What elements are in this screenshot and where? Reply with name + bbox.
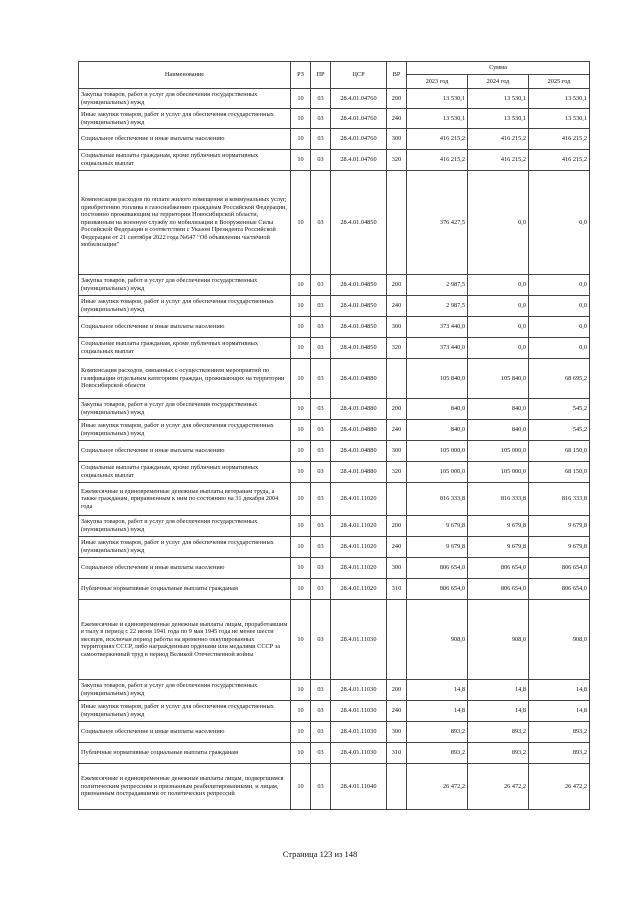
row-sum-2024: 13 530,1	[468, 109, 529, 129]
table-body	[79, 89, 590, 810]
row-pr: 03	[311, 743, 331, 764]
row-name: Ежемесячные и единовременные денежные выплаты лицам, проработавшим в тылу в период с 22 июня 1941 года по 9 мая 1945 года не менее шести месяцев, исключая период работы на временно оккупированных территориях СССР, либо награжденным орденами или медалями СССР за самоотверженный труд в период Великой Отечественной войны	[79, 600, 291, 680]
row-csr: 28.4.01.04880	[331, 359, 387, 399]
row-sum-2023: 806 654,0	[407, 558, 468, 579]
row-sum-2023: 9 679,8	[407, 516, 468, 537]
row-csr: 28.4.01.04850	[331, 275, 387, 296]
row-rz: 10	[291, 462, 311, 483]
row-sum-2024: 9 679,8	[468, 516, 529, 537]
row-rz: 10	[291, 516, 311, 537]
row-csr: 28.4.01.04850	[331, 171, 387, 275]
row-rz: 10	[291, 359, 311, 399]
table-row	[79, 109, 590, 129]
table-row	[79, 420, 590, 441]
row-pr: 03	[311, 537, 331, 558]
row-sum-2023: 376 427,5	[407, 171, 468, 275]
row-vr: 320	[387, 150, 407, 171]
row-sum-2025: 806 654,0	[529, 558, 590, 579]
row-name: Иные закупки товаров, работ и услуг для обеспечения государственных (муниципальных) нужд	[79, 537, 291, 558]
header-pr: ПР	[311, 62, 331, 89]
row-rz: 10	[291, 150, 311, 171]
row-csr: 28.4.01.04880	[331, 399, 387, 420]
row-sum-2025: 68 150,0	[529, 441, 590, 462]
table-row	[79, 171, 590, 275]
row-sum-2025: 0,0	[529, 338, 590, 359]
header-year-2025: 2025 год	[529, 75, 590, 89]
row-sum-2025: 908,0	[529, 600, 590, 680]
row-sum-2024: 806 654,0	[468, 558, 529, 579]
table-row	[79, 483, 590, 516]
header-vr: ВР	[387, 62, 407, 89]
row-vr: 200	[387, 399, 407, 420]
table-row	[79, 441, 590, 462]
row-name: Публичные нормативные социальные выплаты гражданам	[79, 579, 291, 600]
row-name: Закупка товаров, работ и услуг для обеспечения государственных (муниципальных) нужд	[79, 680, 291, 701]
row-sum-2025: 0,0	[529, 317, 590, 338]
row-sum-2023: 14,8	[407, 701, 468, 722]
row-sum-2024: 908,0	[468, 600, 529, 680]
row-vr: 240	[387, 296, 407, 317]
table-row	[79, 579, 590, 600]
row-name: Ежемесячные и единовременные денежные выплаты лицам, подвергшимся политическим репрессиям и признанным реабилитированными, и лицам, признанным пострадавшими от политических репрессий	[79, 764, 291, 810]
row-csr: 28.4.01.11020	[331, 537, 387, 558]
row-vr	[387, 359, 407, 399]
row-name: Иные закупки товаров, работ и услуг для обеспечения государственных (муниципальных) нужд	[79, 701, 291, 722]
row-csr: 28.4.01.11020	[331, 483, 387, 516]
row-name: Закупка товаров, работ и услуг для обеспечения государственных (муниципальных) нужд	[79, 516, 291, 537]
row-vr: 320	[387, 338, 407, 359]
row-pr: 03	[311, 680, 331, 701]
table-header	[79, 62, 590, 89]
table-row	[79, 359, 590, 399]
row-sum-2024: 9 679,8	[468, 537, 529, 558]
row-vr: 300	[387, 558, 407, 579]
row-vr: 300	[387, 129, 407, 150]
row-name: Иные закупки товаров, работ и услуг для обеспечения государственных (муниципальных) нужд	[79, 420, 291, 441]
row-rz: 10	[291, 764, 311, 810]
row-sum-2024: 806 654,0	[468, 579, 529, 600]
row-csr: 28.4.01.11040	[331, 764, 387, 810]
table-row	[79, 338, 590, 359]
row-csr: 28.4.01.11030	[331, 701, 387, 722]
row-csr: 28.4.01.11030	[331, 600, 387, 680]
row-vr: 240	[387, 701, 407, 722]
row-name: Социальное обеспечение и иные выплаты населению	[79, 722, 291, 743]
row-sum-2023: 105 000,0	[407, 441, 468, 462]
row-csr: 28.4.01.11030	[331, 722, 387, 743]
row-sum-2023: 2 987,5	[407, 275, 468, 296]
row-vr: 240	[387, 420, 407, 441]
row-pr: 03	[311, 359, 331, 399]
row-rz: 10	[291, 275, 311, 296]
row-vr: 200	[387, 516, 407, 537]
row-pr: 03	[311, 462, 331, 483]
row-csr: 28.4.01.04850	[331, 296, 387, 317]
row-sum-2023: 416 215,2	[407, 150, 468, 171]
row-pr: 03	[311, 317, 331, 338]
header-year-2024: 2024 год	[468, 75, 529, 89]
row-pr: 03	[311, 171, 331, 275]
row-pr: 03	[311, 89, 331, 109]
row-rz: 10	[291, 537, 311, 558]
row-sum-2024: 0,0	[468, 317, 529, 338]
row-vr: 240	[387, 109, 407, 129]
row-csr: 28.4.01.04880	[331, 462, 387, 483]
row-vr: 320	[387, 462, 407, 483]
row-sum-2024: 893,2	[468, 743, 529, 764]
row-sum-2024: 0,0	[468, 338, 529, 359]
row-sum-2025: 545,2	[529, 399, 590, 420]
row-vr: 300	[387, 722, 407, 743]
row-csr: 28.4.01.04850	[331, 317, 387, 338]
header-name: Наименование	[79, 62, 291, 89]
row-sum-2025: 9 679,8	[529, 516, 590, 537]
row-sum-2023: 908,0	[407, 600, 468, 680]
row-sum-2024: 816 333,8	[468, 483, 529, 516]
page-footer: Страница 123 из 148	[282, 849, 358, 859]
row-name: Закупка товаров, работ и услуг для обеспечения государственных (муниципальных) нужд	[79, 275, 291, 296]
row-rz: 10	[291, 722, 311, 743]
row-sum-2023: 105 840,0	[407, 359, 468, 399]
header-sum: Сумма	[407, 62, 590, 75]
row-sum-2023: 2 987,5	[407, 296, 468, 317]
row-rz: 10	[291, 441, 311, 462]
table-row	[79, 680, 590, 701]
budget-table	[78, 61, 590, 810]
row-sum-2023: 26 472,2	[407, 764, 468, 810]
row-sum-2025: 13 530,1	[529, 89, 590, 109]
row-sum-2023: 105 000,0	[407, 462, 468, 483]
row-sum-2024: 893,2	[468, 722, 529, 743]
row-sum-2025: 0,0	[529, 296, 590, 317]
row-vr: 310	[387, 743, 407, 764]
row-csr: 28.4.01.04880	[331, 441, 387, 462]
row-sum-2025: 14,8	[529, 680, 590, 701]
row-csr: 28.4.01.04880	[331, 420, 387, 441]
row-rz: 10	[291, 600, 311, 680]
row-vr: 310	[387, 579, 407, 600]
row-name: Компенсация расходов, связанных с осуществлением мероприятий по газификации отдельным категориям граждан, проживающих на территории Новосибирской области	[79, 359, 291, 399]
table-row	[79, 275, 590, 296]
row-csr: 28.4.01.11020	[331, 558, 387, 579]
row-csr: 28.4.01.04760	[331, 150, 387, 171]
row-pr: 03	[311, 483, 331, 516]
row-rz: 10	[291, 338, 311, 359]
row-rz: 10	[291, 171, 311, 275]
row-csr: 28.4.01.04760	[331, 109, 387, 129]
row-sum-2024: 105 000,0	[468, 462, 529, 483]
row-sum-2025: 68 150,0	[529, 462, 590, 483]
row-pr: 03	[311, 516, 331, 537]
row-sum-2024: 840,0	[468, 399, 529, 420]
row-sum-2023: 13 530,1	[407, 109, 468, 129]
row-sum-2023: 816 333,8	[407, 483, 468, 516]
row-rz: 10	[291, 399, 311, 420]
row-name: Социальное обеспечение и иные выплаты населению	[79, 441, 291, 462]
row-sum-2024: 105 000,0	[468, 441, 529, 462]
row-csr: 28.4.01.11030	[331, 680, 387, 701]
row-sum-2024: 13 530,1	[468, 89, 529, 109]
row-vr	[387, 764, 407, 810]
header-csr: ЦСР	[331, 62, 387, 89]
row-vr: 200	[387, 89, 407, 109]
row-pr: 03	[311, 558, 331, 579]
row-sum-2024: 26 472,2	[468, 764, 529, 810]
row-vr	[387, 483, 407, 516]
row-sum-2023: 806 654,0	[407, 579, 468, 600]
row-sum-2023: 416 215,2	[407, 129, 468, 150]
row-vr	[387, 171, 407, 275]
row-vr	[387, 600, 407, 680]
row-sum-2025: 13 530,1	[529, 109, 590, 129]
row-vr: 240	[387, 537, 407, 558]
row-rz: 10	[291, 317, 311, 338]
table-row	[79, 89, 590, 109]
row-csr: 28.4.01.11030	[331, 743, 387, 764]
row-pr: 03	[311, 150, 331, 171]
header-year-2023: 2023 год	[407, 75, 468, 89]
row-sum-2024: 416 215,2	[468, 129, 529, 150]
row-sum-2025: 806 654,0	[529, 579, 590, 600]
row-sum-2024: 0,0	[468, 275, 529, 296]
row-name: Закупка товаров, работ и услуг для обеспечения государственных (муниципальных) нужд	[79, 399, 291, 420]
row-rz: 10	[291, 579, 311, 600]
row-rz: 10	[291, 129, 311, 150]
row-rz: 10	[291, 296, 311, 317]
row-rz: 10	[291, 420, 311, 441]
row-name: Компенсация расходов по оплате жилого помещения и коммунальных услуг, приобретению топлива в газоснабжению гражданам Российской Федерации, постоянно проживающим на территории Новосибирской области, призванным на военную службу по мобилизации в Вооруженные Силы Российской Федерации в соответствии с Указом Президента Российской Федерации от 21 сентября 2022 года №647 "Об объявлении частичной мобилизации"	[79, 171, 291, 275]
table-row	[79, 462, 590, 483]
table-row	[79, 150, 590, 171]
row-name: Иные закупки товаров, работ и услуг для обеспечения государственных (муниципальных) нужд	[79, 109, 291, 129]
row-sum-2025: 9 679,8	[529, 537, 590, 558]
row-name: Иные закупки товаров, работ и услуг для обеспечения государственных (муниципальных) нужд	[79, 296, 291, 317]
row-sum-2023: 14,8	[407, 680, 468, 701]
row-csr: 28.4.01.04760	[331, 89, 387, 109]
row-sum-2025: 0,0	[529, 171, 590, 275]
row-rz: 10	[291, 680, 311, 701]
row-pr: 03	[311, 441, 331, 462]
row-name: Публичные нормативные социальные выплаты гражданам	[79, 743, 291, 764]
row-vr: 300	[387, 317, 407, 338]
row-name: Закупка товаров, работ и услуг для обеспечения государственных (муниципальных) нужд	[79, 89, 291, 109]
row-csr: 28.4.01.11020	[331, 579, 387, 600]
row-sum-2023: 840,0	[407, 399, 468, 420]
row-sum-2023: 893,2	[407, 743, 468, 764]
row-sum-2024: 14,8	[468, 701, 529, 722]
row-sum-2025: 416 215,2	[529, 150, 590, 171]
row-rz: 10	[291, 483, 311, 516]
row-rz: 10	[291, 109, 311, 129]
row-sum-2024: 416 215,2	[468, 150, 529, 171]
row-sum-2024: 14,8	[468, 680, 529, 701]
row-sum-2024: 105 840,0	[468, 359, 529, 399]
row-sum-2025: 893,2	[529, 743, 590, 764]
row-csr: 28.4.01.04850	[331, 338, 387, 359]
row-sum-2025: 816 333,8	[529, 483, 590, 516]
table-row	[79, 537, 590, 558]
row-pr: 03	[311, 275, 331, 296]
table-row	[79, 558, 590, 579]
table-row	[79, 743, 590, 764]
row-rz: 10	[291, 701, 311, 722]
row-sum-2024: 0,0	[468, 296, 529, 317]
table-row	[79, 701, 590, 722]
table-row	[79, 600, 590, 680]
row-pr: 03	[311, 129, 331, 150]
row-rz: 10	[291, 89, 311, 109]
row-pr: 03	[311, 722, 331, 743]
row-sum-2023: 9 679,8	[407, 537, 468, 558]
row-pr: 03	[311, 399, 331, 420]
row-sum-2025: 68 695,2	[529, 359, 590, 399]
row-sum-2023: 13 530,1	[407, 89, 468, 109]
row-name: Социальные выплаты гражданам, кроме публичных нормативных социальных выплат	[79, 338, 291, 359]
row-pr: 03	[311, 338, 331, 359]
row-sum-2024: 0,0	[468, 171, 529, 275]
row-sum-2025: 545,2	[529, 420, 590, 441]
row-sum-2024: 840,0	[468, 420, 529, 441]
row-name: Социальное обеспечение и иные выплаты населению	[79, 317, 291, 338]
table-row	[79, 516, 590, 537]
table-row	[79, 722, 590, 743]
row-csr: 28.4.01.04760	[331, 129, 387, 150]
row-rz: 10	[291, 743, 311, 764]
row-pr: 03	[311, 296, 331, 317]
table-row	[79, 317, 590, 338]
row-sum-2025: 416 215,2	[529, 129, 590, 150]
row-pr: 03	[311, 420, 331, 441]
row-pr: 03	[311, 600, 331, 680]
row-pr: 03	[311, 579, 331, 600]
row-sum-2023: 373 440,0	[407, 317, 468, 338]
row-name: Ежемесячные и единовременные денежные выплаты ветеранам труда, а также гражданам, приравненным к ним по состоянию на 31 декабря 2004 года	[79, 483, 291, 516]
row-name: Социальное обеспечение и иные выплаты населению	[79, 558, 291, 579]
row-sum-2023: 373 440,0	[407, 338, 468, 359]
row-sum-2025: 26 472,2	[529, 764, 590, 810]
row-name: Социальные выплаты гражданам, кроме публичных нормативных социальных выплат	[79, 462, 291, 483]
row-vr: 300	[387, 441, 407, 462]
table-row	[79, 764, 590, 810]
row-pr: 03	[311, 764, 331, 810]
row-sum-2023: 893,2	[407, 722, 468, 743]
row-rz: 10	[291, 558, 311, 579]
table-row	[79, 399, 590, 420]
row-name: Социальное обеспечение и иные выплаты населению	[79, 129, 291, 150]
row-vr: 200	[387, 680, 407, 701]
row-sum-2025: 14,8	[529, 701, 590, 722]
row-sum-2025: 0,0	[529, 275, 590, 296]
row-name: Социальные выплаты гражданам, кроме публичных нормативных социальных выплат	[79, 150, 291, 171]
table-row	[79, 129, 590, 150]
row-pr: 03	[311, 701, 331, 722]
table-row	[79, 296, 590, 317]
row-sum-2025: 893,2	[529, 722, 590, 743]
row-csr: 28.4.01.11020	[331, 516, 387, 537]
row-pr: 03	[311, 109, 331, 129]
header-rz: РЗ	[291, 62, 311, 89]
row-sum-2023: 840,0	[407, 420, 468, 441]
row-vr: 200	[387, 275, 407, 296]
